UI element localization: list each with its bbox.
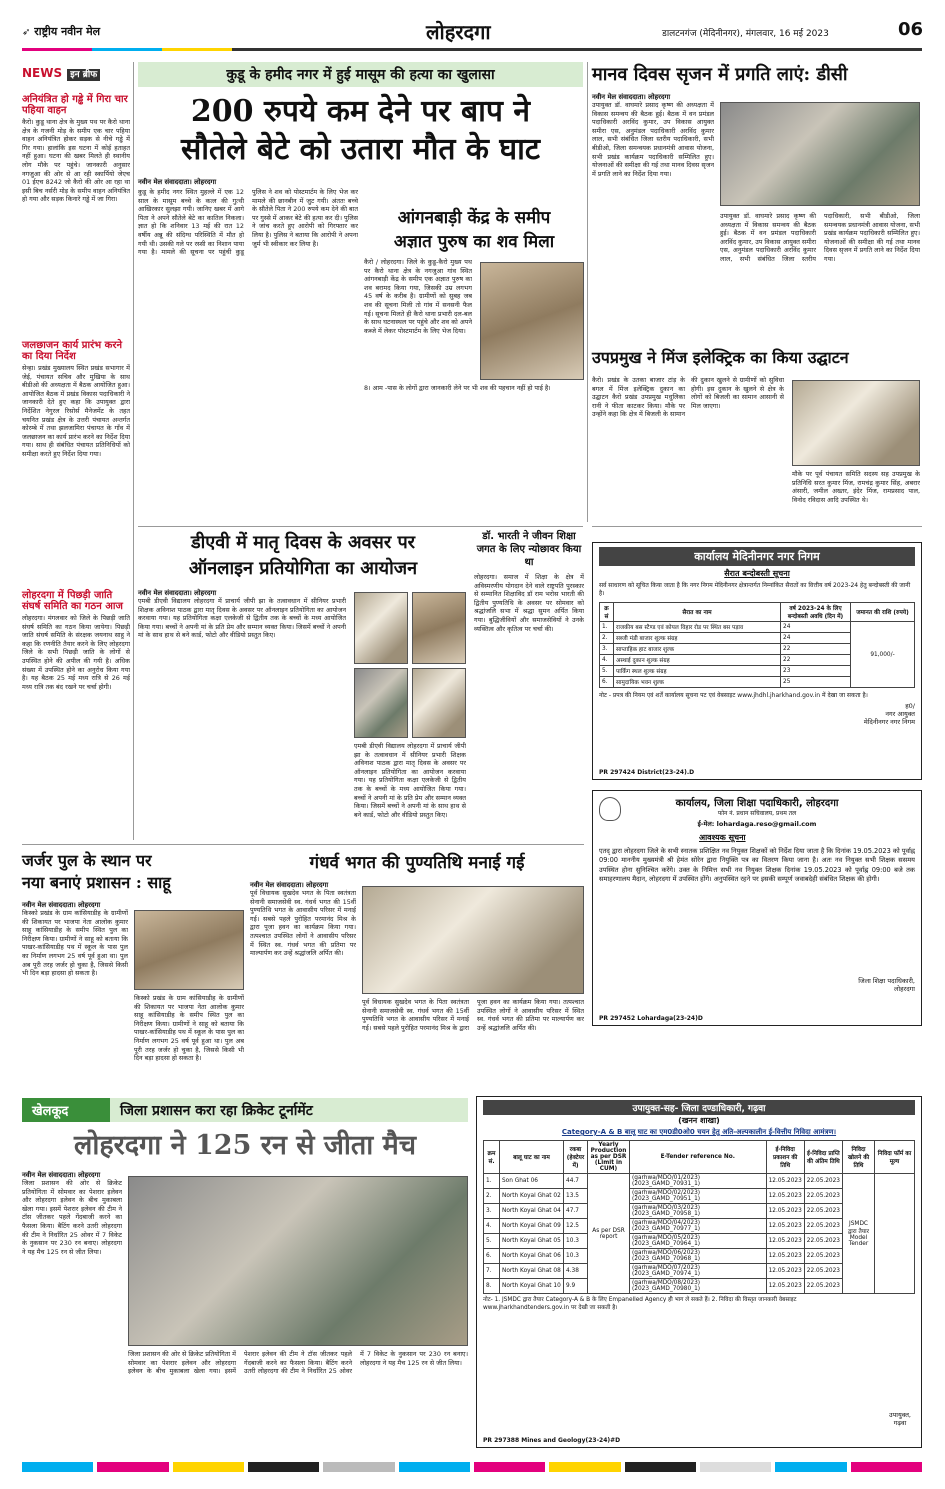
upapramukh-caption: मौके पर पूर्व पंचायत समिति सदस्य सह उपप्रमुख के प्रतिनिधि सरत कुमार मिंज, रामचंद्र कुमार सिंह, अबरार अंसारी, जमील अख्तर, इंदेर मिंज, रामप्रसाद पाल, विनोद रविदास आदि उपस्थित थे। [792, 470, 920, 504]
brief-item-1 [22, 94, 130, 334]
education-pr: PR 297452 Lohardaga(23-24)D [599, 1015, 703, 1022]
education-title: कार्यालय, जिला शिक्षा पदाधिकारी, लोहरदगा [675, 798, 839, 809]
lead-headline-1: 200 रुपये कम देने पर बाप ने [190, 94, 531, 129]
lead-byline: नवीन मेल संवाददाता। लोहरदगा [138, 178, 217, 186]
education-email: ई-मेल: lohardaga.reso@gmail.com [697, 820, 817, 828]
nagar-nigam-footer: नोट - प्रपत्र की नियम एवं शर्तें कार्यालय सूचना पट एवं वेबसाइट www.jhdhl.jharkhand.gov.in में देखा जा सकता है। [599, 692, 868, 699]
sports-body: जिला प्रशासन की ओर से क्रिकेट प्रतियोगिता में सोमवार का पेशरार इलेवन और लोहरदगा इलेवन के बीच मुकाबला खेला गया। इसमें पेशरार इलेवन की टीम ने टॉस जीतकर पहले गेंदबाजी करने का फैसला किया। बैटिंग करने उतरी लोहरदगा की टीम ने निर्धारित 25 ओवर में 7 विकेट के नुकसान पर 230 रन बनाए। लोहरदगा ने यह मैच 125 रन से जीत लिया। [22, 1179, 122, 1256]
bridge-story [22, 850, 244, 1090]
lead-headline-2: सौतेले बेटे को उतारा मौत के घाट [180, 132, 541, 167]
education-text: एतद् द्वारा लोहरदगा जिले के सभी स्नातक प्रशिक्षित नव नियुक्त शिक्षकों को निर्देश दिया जाता है कि दिनांक 19.05.2023 को पूर्वाह्न 09:00 माननीय मुख्यमंत्री श्री हेमंत सोरेन द्वारा नियुक्ति पत्र का वितरण किया जाना है। अतः नव नियुक्त सभी शिक्षक ससमय उपस्थित होना सुनिश्चित करेंगे। उक्त के निमित्त सभी नव नियुक्त शिक्षक दिनांक 19.05.2023 को पूर्वाह्न 09:00 बजे तक समाहरणालय मैदान, लोहरदगा में उपस्थित होंगे। अनुपस्थित रहने पर इसकी सम्पूर्ण जवाबदेही संबंधित शिक्षक की होगी। [599, 847, 915, 884]
table-row: 2. North Koyal Ghat 02 13.5 (garhwa/MDO/02/2023)(2023_GAMD_70951_1) 12.05.2023 22.05.2023 [484, 1189, 915, 1204]
paper-name: राष्ट्रीय नवीन मेल [34, 25, 101, 38]
brief-title-3: लोहरदगा में पिछड़ी जाति संघर्ष समिति का गठन आज [22, 590, 123, 612]
bridge-body: किस्को प्रखंड के ग्राम कांसियाडीह के ग्रामीणों की शिकायत पर भाजपा नेता आलोक कुमार साहू कांसियाडीह के समीप स्थित पुल का निरीक्षण किया। ग्रामीणों ने साहू को बताया कि पाखर-कांसियाडीह पथ में स्कूल के पास पुल का निर्माण लगभग 25 वर्ष पूर्व हुआ था। पुल अब पूरी तरह जर्जर हो चुका है, जिससे किसी भी दिन बड़ा हादसा हो सकता है। [22, 909, 128, 978]
masthead [22, 16, 922, 50]
anganbadi-photo [480, 262, 584, 380]
dav-photo-3 [354, 668, 408, 738]
brief-item-2 [22, 340, 130, 584]
table-row: 4. North Koyal Ghat 09 12.5 (garhwa/MDO/04/2023)(2023_GAMD_70977_1) 12.05.2023 22.05.2023 [484, 1219, 915, 1234]
brief-text-3: लोहरदगा। मंगलवार को जिले के पिछड़ी जाति संघर्ष समिति का गठन किया जायेगा। पिछड़ी जाति संघर्ष समिति के संरक्षक जयनाथ साहु ने कहा कि रणनीति तैयार करने के लिए लोहरदगा जिले के सभी पिछड़ी जाति के लोगों से उपस्थित होने की अपील की गयी है। अधिक संख्या में उपस्थित होने का अनुरोध किया गया है। यह बैठक 25 मई मध्य रात्रि से 26 मई मध्य रात्रि तक बंद रखने पर चर्चा होगी। [22, 614, 130, 691]
tender-subtitle: (खनन शाखा) [678, 1116, 720, 1125]
brief-title-2: जलछाजन कार्य प्रारंभ करने का दिया निर्देश [22, 340, 123, 362]
gandharv-body-cont: पूर्व विधायक सुखदेव भगत के पिता स्वतंत्रता सेनानी समाजसेवी स्व. गंधर्व भगत की 15वीं पुण्यतिथि भगत के आवासीय परिसर में मनाई गई। सबसे पहले पुरोहित परमानंद मिश्र के द्वारा पूजा हवन का कार्यक्रम किया गया। तत्पश्चात उपस्थित लोगों ने आवासीय परिसर में स्थित स्व. गंधर्व भगत की प्रतिमा पर माल्यार्पण कर उन्हें श्रद्धांजलि अर्पित की। [362, 998, 584, 1032]
anganbadi-headline-1: आंगनबाड़ी केंद्र के समीप [397, 208, 551, 228]
nagar-nigam-notice [592, 542, 922, 780]
nn-col-days: वर्ष 2023-24 के लिए बन्दोबस्ती अवधि (दिन में) [781, 603, 851, 622]
nn-col-amount: जमानत की राशि (रुपये) [851, 603, 915, 622]
table-row: 4. अस्थाई दुकान शुल्क संग्रह 22 [600, 655, 915, 666]
tender-signatory: उपायुक्त, गढ़वा [889, 1411, 911, 1427]
dav-byline: नवीन मेल संवाददाता। लोहरदगा [138, 589, 217, 597]
bird-icon: ➶ [22, 27, 31, 38]
tender-notice [476, 1096, 922, 1448]
dav-body: एमबी डीएवी विद्यालय लोहरदगा में प्राचार्य जीपी झा के तत्वावधान में सीनियर प्रभारी शिक्षक अविनाश पाठक द्वारा मातृ दिवस के अवसर पर ऑनलाइन प्रतियोगिता का आयोजन करवाया गया। यह प्रतियोगिता कक्षा एलकेजी से द्वितीय तक के बच्चों के मध्य आयोजित किया गया। बच्चों ने अपनी मां के प्रति प्रेम और सम्मान व्यक्त किया। जिसमें बच्चों ने अपनी मां के साथ हाथ से बने कार्ड, फोटो और वीडियो प्रस्तुत किए। [138, 597, 346, 640]
dc-body-cont: उपायुक्त डॉ. वाघमारे प्रसाद कृष्ण की अध्यक्षता में विकास समन्वय की बैठक हुई। बैठक में वन प्रमंडल पदाधिकारी अरविंद कुमार, उप विकास आयुक्त समीरा एस, अनुमंडल पदाधिकारी अरविंद कुमार लाल, सभी संबंधित जिला स्तरीय पदाधिकारी, सभी बीडीओ, जिला समन्वयक प्रधानमंत्री आवास योजना, सभी प्रखंड कार्यक्रम पदाधिकारी सम्मिलित हुए। योजनाओं की समीक्षा की गई तथा मानव दिवस सृजन में प्रगति लाने का निर्देश दिया गया। [720, 212, 920, 263]
sports-byline: नवीन मेल संवाददाता। लोहरदगा [22, 1171, 101, 1179]
news-label: NEWS [22, 66, 63, 80]
sports-story [22, 1098, 468, 1448]
sports-body-cont: जिला प्रशासन की ओर से क्रिकेट प्रतियोगिता में सोमवार का पेशरार इलेवन और लोहरदगा इलेवन के बीच मुकाबला खेला गया। इसमें पेशरार इलेवन की टीम ने टॉस जीतकर पहले गेंदबाजी करने का फैसला किया। बैटिंग करने उतरी लोहरदगा की टीम ने निर्धारित 25 ओवर में 7 विकेट के नुकसान पर 230 रन बनाए। लोहरदगा ने यह मैच 125 रन से जीत लिया। [128, 1350, 468, 1376]
sports-kicker: जिला प्रशासन करा रहा क्रिकेट टूर्नामेंट [120, 1103, 313, 1119]
dav-headline-2: ऑनलाइन प्रतियोगिता का आयोजन [188, 558, 418, 579]
nagar-nigam-table [599, 602, 915, 688]
dc-story [592, 62, 922, 342]
brief-item-3 [22, 590, 130, 799]
print-color-bar [22, 1462, 922, 1472]
bridge-byline: नवीन मेल संवाददाता। लोहरदगा [22, 901, 101, 909]
upapramukh-body: कैरो। प्रखंड के उतका बाजार टांड़ के बगल में मिंज इलेक्ट्रिक दुकान का उद्घाटन कैरो प्रखंड उपप्रमुख मधुलिका रानी ने फीता काटकर किया। मौके पर उन्होंने कहा कि क्षेत्र में बिजली के सामान की दुकान खुलने से ग्रामीणों को सुविधा होगी। इस दुकान के खुलने से क्षेत्र के लोगों को बिजली का सामान आसानी से मिल जाएगा। [592, 376, 784, 419]
table-row: 7. North Koyal Ghat 08 4.38 (garhwa/MDO/07/2023)(2023_GAMD_70974_1) 12.05.2023 22.05.2023 [484, 1264, 915, 1279]
table-row: 5. पार्किंग स्थल शुल्क संग्रह 23 [600, 666, 915, 677]
tender-notes: नोट- 1. JSMDC द्वारा तैयार Category-A & B के लिए Empanelled Agency ही भाग ले सकते हैं। 2. निविदा की विस्तृत जानकारी वेबसाइट www.jharkhandtenders.gov.in पर देखी जा सकती है। [483, 1297, 797, 1311]
page-number: 06 [898, 19, 924, 40]
education-subtitle: आवश्यक सूचना [699, 833, 746, 842]
dc-photo [720, 102, 920, 206]
upapramukh-story [592, 346, 922, 524]
gandharv-photo [362, 886, 584, 994]
nn-col-name: सैरात का नाम [614, 603, 781, 622]
education-emblem-icon [599, 797, 621, 821]
brief-label: इन ब्रीफ [67, 69, 100, 81]
upapramukh-headline: उपप्रमुख ने मिंज इलेक्ट्रिक का किया उद्घाटन [592, 348, 849, 367]
dateline: डालटनगंज (मेदिनीनगर), मंगलवार, 16 मई 2023 [662, 29, 829, 39]
dav-photo-2 [412, 592, 466, 664]
paper-logo [22, 24, 100, 39]
nagar-nigam-signatory: ह0/ नगर आयुक्त मेदिनीनगर नगर निगम [863, 702, 915, 726]
tender-title: उपायुक्त-सह- जिला दण्डाधिकारी, गढ़वा [483, 1100, 915, 1115]
table-row: 6. सामुदायिक भवन शुल्क 25 [600, 677, 915, 688]
table-row: 3. साप्ताहिक हाट बाजार शुल्क 22 [600, 644, 915, 655]
brief-title-1: अनियंत्रित हो गड्ढे में गिरा चार पहिया वाहन [22, 94, 128, 116]
anganbadi-body: कैरो / लोहरदगा। जिले के कुडू-कैरो मुख्य पथ पर कैरो थाना क्षेत्र के नगजुआ गांव स्थित आंगनबाड़ी केंद्र के समीप एक अज्ञात पुरुष का शव बरामद किया गया, जिसकी उम्र लगभग 45 वर्ष के करीब है। ग्रामीणों को सुबह जब शव की सूचना मिली तो गांव में सनसनी फैल गई। सूचना मिलते ही कैरो थाना प्रभारी दल-बल के साथ घटनास्थल पर पहुंचे और शव को अपने कब्जे में लेकर पोस्टमार्टम के लिए भेज दिया। [364, 258, 472, 335]
nagar-nigam-subtitle: सैरात बन्दोबस्ती सूचना [724, 569, 790, 578]
dav-story [138, 530, 468, 840]
tender-heading: Category-A & B बालू घाट का एम0डी0ओ0 चयन हेतु अति-अल्पकालीन ई-वित्तीय निविदा आमंत्रण। [561, 1128, 837, 1136]
table-row: 5. North Koyal Ghat 05 10.3 (garhwa/MDO/05/2023)(2023_GAMD_70964_1) 12.05.2023 22.05.2023 [484, 1234, 915, 1249]
table-row: 2. सब्जी मंडी बाजार शुल्क संग्रह 24 [600, 633, 915, 644]
lead-kicker: कुडू के हमीद नगर में हुई मासूम की हत्या का खुलासा [138, 62, 583, 87]
bharti-body: लोहरदगा। समाज में शिक्षा के क्षेत्र में अविस्मरणीय योगदान देने वाले राष्ट्रपति पुरस्कार से सम्मानित शिक्षाविद डॉ राम भरोस भारती की द्वितीय पुण्यतिथि के अवसर पर सोमवार को श्रद्धांजलि सभा में श्रद्धा सुमन अर्पित किया गया। बुद्धिजीवियों और समाजसेवियों ने उनके व्यक्तित्व और कृतित्व पर चर्चा की। [474, 573, 584, 633]
tender-table: क्रम सं. बालू घाट का नाम रकबा (हेक्टेयर में) Yearly Production as per DSR (Limit in CUM) E-Tender reference No. ई-निविदा प्रकाशन की तिथि ई-निविदा प्राप्ति की अंतिम तिथि निविदा खोलने की तिथि निविदा फॉर्म का मूल्य 1. Son Ghat 06 44.7 As per DSR report (garhwa/MDO/01/2023)(2023_GAMD_70931_1) 12.05.2023 22.05.2023 JSMDC द्वारा तैयार Model Tender 2. North Koyal Ghat 02 13.5 (garhwa/MDO/02/2023)(2023_GAMD_70951_1) 12.05.2023 22.05.2023 3. North Koyal Ghat 04 47.7 (garhwa/MDO/03/2023)(2023_GAMD_70958_1) 12.05.2023 22.05.2023 4. North Koyal Ghat 09 12.5 (garhwa/MDO/04/2023)(2023_GAMD_70977_1) 12.05.2023 22.05.2023 5. North Koyal Ghat 05 10.3 (garhwa/MDO/05/2023)(2023_GAMD_70964_1) 12.05.2023 22.05.2023 6. North Koyal Ghat 06 10.3 (garhwa/MDO/06/2023)(2023_GAMD_70968_1) 12.05.2023 22.05.2023 7. North Koyal Ghat 08 4.38 (garhwa/MDO/07/2023)(2023_GAMD_70974_1) 12.05.2023 22.05.2023 8. North Koyal Ghat 10 9.9 (garhwa/MDO/08/2023)(2023_GAMD_70980_1) 12.05.2023 22.05.2023 [483, 1140, 915, 1294]
bridge-headline-1: जर्जर पुल के स्थान पर [22, 851, 152, 870]
table-row: 6. North Koyal Ghat 06 10.3 (garhwa/MDO/06/2023)(2023_GAMD_70968_1) 12.05.2023 22.05.2023 [484, 1249, 915, 1264]
dc-byline: नवीन मेल संवाददाता। लोहरदगा [592, 93, 671, 101]
upapramukh-photo [792, 380, 920, 466]
dav-photo-4 [412, 668, 466, 738]
table-row: 8. North Koyal Ghat 10 9.9 (garhwa/MDO/08/2023)(2023_GAMD_70980_1) 12.05.2023 22.05.2023 [484, 1279, 915, 1294]
education-signatory: जिला शिक्षा पदाधिकारी, लोहरदगा [858, 977, 915, 993]
nagar-nigam-intro: सर्व साधारण को सूचित किया जाता है कि नगर निगम मेदिनीनगर क्षेत्रान्तर्गत निम्नांकित सैरातों का वित्तीय वर्ष 2023-24 हेतु बन्दोबस्ती की जानी है। [599, 582, 911, 597]
section-name: लोहरदगा [426, 20, 491, 44]
news-brief-header [22, 62, 130, 88]
masthead-rule [22, 48, 922, 51]
dc-body: उपायुक्त डॉ. वाघमारे प्रसाद कृष्ण की अध्यक्षता में विकास समन्वय की बैठक हुई। बैठक में वन प्रमंडल पदाधिकारी अरविंद कुमार, उप विकास आयुक्त समीरा एस, अनुमंडल पदाधिकारी अरविंद कुमार लाल, सभी संबंधित जिला स्तरीय पदाधिकारी, सभी बीडीओ, जिला समन्वयक प्रधानमंत्री आवास योजना, सभी प्रखंड कार्यक्रम पदाधिकारी सम्मिलित हुए। योजनाओं की समीक्षा की गई तथा मानव दिवस सृजन में प्रगति लाने का निर्देश दिया गया। [592, 101, 714, 178]
anganbadi-caption: 8। आम -पास के लोगों द्वारा जानकारी लेने पर भी शव की पहचान नहीं हो पाई है। [364, 384, 551, 392]
anganbadi-headline-2: अज्ञात पुरुष का शव मिला [393, 232, 555, 252]
sports-band [22, 1098, 468, 1122]
table-row: 1. राजकीय बस स्टैण्ड एवं कोयल विहार रोड पर स्थित बस पड़ाव 24 91,000/- [600, 622, 915, 633]
brief-text-1: कैरो। कुडू थाना क्षेत्र के मुख्य पथ पर कैरो थाना क्षेत्र के गजनी मोड़ के समीप एक चार पहिया वाहन अनियंत्रित होकर सड़क से नीचे गड्ढे में गिर गया। हालांकि इस घटना में कोई हताहत नहीं हुआ। घटना की खबर मिलते ही स्थानीय लोग मौके पर पहुंचे। जानकारी अनुसार नगजुआ की ओर से आ रही स्कार्पियो जेएच 01 ईएच 8242 जो कैरो की ओर आ रहा था इसी बिच नर्सरी मोड़ के समीप वाहन अनियंत्रित हो गया और सड़क किनारे गड्ढे में जा गिरा। [22, 118, 130, 204]
gandharv-headline: गंधर्व भगत की पुण्यतिथि मनाई गई [309, 853, 525, 873]
education-notice [592, 790, 922, 1026]
gandharv-story [250, 850, 584, 1090]
nagar-nigam-pr: PR 297424 District(23-24).D [599, 769, 695, 776]
table-row: 3. North Koyal Ghat 04 47.7 (garhwa/MDO/03/2023)(2023_GAMD_70958_1) 12.05.2023 22.05.2023 [484, 1204, 915, 1219]
dav-photo-1 [354, 592, 408, 664]
nagar-nigam-title: कार्यालय मेदिनीनगर नगर निगम [599, 547, 915, 566]
tender-pr: PR 297388 Mines and Geology(23-24)#D [483, 1437, 621, 1444]
sports-headline: लोहरदगा ने 125 रन से जीता मैच [74, 1130, 416, 1161]
nn-col-no: क्र सं [600, 603, 614, 622]
bharti-story [474, 530, 584, 840]
gandharv-byline: नवीन मेल संवाददाता। लोहरदगा [250, 881, 329, 889]
anganbadi-story [364, 206, 584, 526]
bharti-headline: डॉ. भारती ने जीवन शिक्षा जगत के लिए न्योछावर किया था [476, 531, 582, 568]
education-address: फोन नं. प्रधान सचिवालय, प्रथम तल [717, 810, 797, 817]
bridge-photo [134, 910, 244, 990]
sports-photo [128, 1176, 468, 1346]
dav-body-cont: एमबी डीएवी विद्यालय लोहरदगा में प्राचार्य जीपी झा के तत्वावधान में सीनियर प्रभारी शिक्षक अविनाश पाठक द्वारा मातृ दिवस के अवसर पर ऑनलाइन प्रतियोगिता का आयोजन करवाया गया। यह प्रतियोगिता कक्षा एलकेजी से द्वितीय तक के बच्चों के मध्य आयोजित किया गया। बच्चों ने अपनी मां के प्रति प्रेम और सम्मान व्यक्त किया। जिसमें बच्चों ने अपनी मां के साथ हाथ से बने कार्ड, फोटो और वीडियो प्रस्तुत किए। [354, 742, 466, 819]
gandharv-body: पूर्व विधायक सुखदेव भगत के पिता स्वतंत्रता सेनानी समाजसेवी स्व. गंधर्व भगत की 15वीं पुण्यतिथि भगत के आवासीय परिसर में मनाई गई। सबसे पहले पुरोहित परमानंद मिश्र के द्वारा पूजा हवन का कार्यक्रम किया गया। तत्पश्चात उपस्थित लोगों ने आवासीय परिसर में स्थित स्व. गंधर्व भगत की प्रतिमा पर माल्यार्पण कर उन्हें श्रद्धांजलि अर्पित की। [250, 889, 356, 958]
table-row: 1. Son Ghat 06 44.7 As per DSR report (garhwa/MDO/01/2023)(2023_GAMD_70931_1) 12.05.2023 22.05.2023 JSMDC द्वारा तैयार Model Tender [484, 1174, 915, 1189]
dc-headline: मानव दिवस सृजन में प्रगति लाएं: डीसी [592, 64, 848, 85]
sports-tag: खेलकूद [32, 1104, 69, 1119]
bridge-body-cont: किस्को प्रखंड के ग्राम कांसियाडीह के ग्रामीणों की शिकायत पर भाजपा नेता आलोक कुमार साहू कांसियाडीह के समीप स्थित पुल का निरीक्षण किया। ग्रामीणों ने साहू को बताया कि पाखर-कांसियाडीह पथ में स्कूल के पास पुल का निर्माण लगभग 25 वर्ष पूर्व हुआ था। पुल अब पूरी तरह जर्जर हो चुका है, जिससे किसी भी दिन बड़ा हादसा हो सकता है। [134, 994, 244, 1063]
bridge-headline-2: नया बनाएं प्रशासन : साहू [22, 873, 171, 892]
lead-body: कुडू के हमीद नगर स्थित मुहल्ले में एक 12 साल के मासूम बच्चे के कत्ल की गुत्थी आखिरकार सुलझा गयी। जानिए खबर में आगे पिता ने अपने सौतेले बेटे का कातिल निकला। ज्ञात हो कि शनिवार 13 मई की रात 12 वर्षीय अन्नू की संदिग्ध परिस्थिति में मौत हो गयी थी। उसकी गले पर रस्सी का निशान पाया गया है। मामले की सूचना पर पहुंची कुडू पुलिस ने शव को पोस्टमार्टम के लिए भेज कर मामले की छानबीन में जुट गयी। अंततः बच्चे के सौतेले पिता ने 200 रुपये कम देने की बात पर गुस्से में आकर बेटे की हत्या कर दी। पुलिस ने जांच करते हुए आरोपी को गिरफ्तार कर लिया है। पुलिस ने बताया कि आरोपी ने अपना जुर्म भी स्वीकार कर लिया है। [138, 188, 358, 257]
dav-headline-1: डीएवी में मातृ दिवस के अवसर पर [190, 532, 416, 553]
brief-text-2: सेन्हा। प्रखंड मुख्यालय स्थित प्रखंड सभागार में जेई, पंचायत सचिव और मुखिया के साथ बीडीओ की अध्यक्षता में बैठक आयोजित हुआ। आयोजित बैठक में प्रखंड विकास पदाधिकारी ने जानकारी देते हुए कहा कि उपायुक्त द्वारा निर्देशित नेगुरल रिसोर्स मैनेजमेंट के तहत चयनित प्रखंड क्षेत्र के उत्तरी पंचायत अन्तर्गत कोरम्बे में तथा झलजामिरा पंचायत के गाँव में जलछाजन का कार्य प्रारंभ करने का निर्देश दिया गया। साथ ही संबंधित पंचायत प्रतिनिधियों को समीक्षा करते हुए निर्देश दिया गया। [22, 364, 130, 458]
